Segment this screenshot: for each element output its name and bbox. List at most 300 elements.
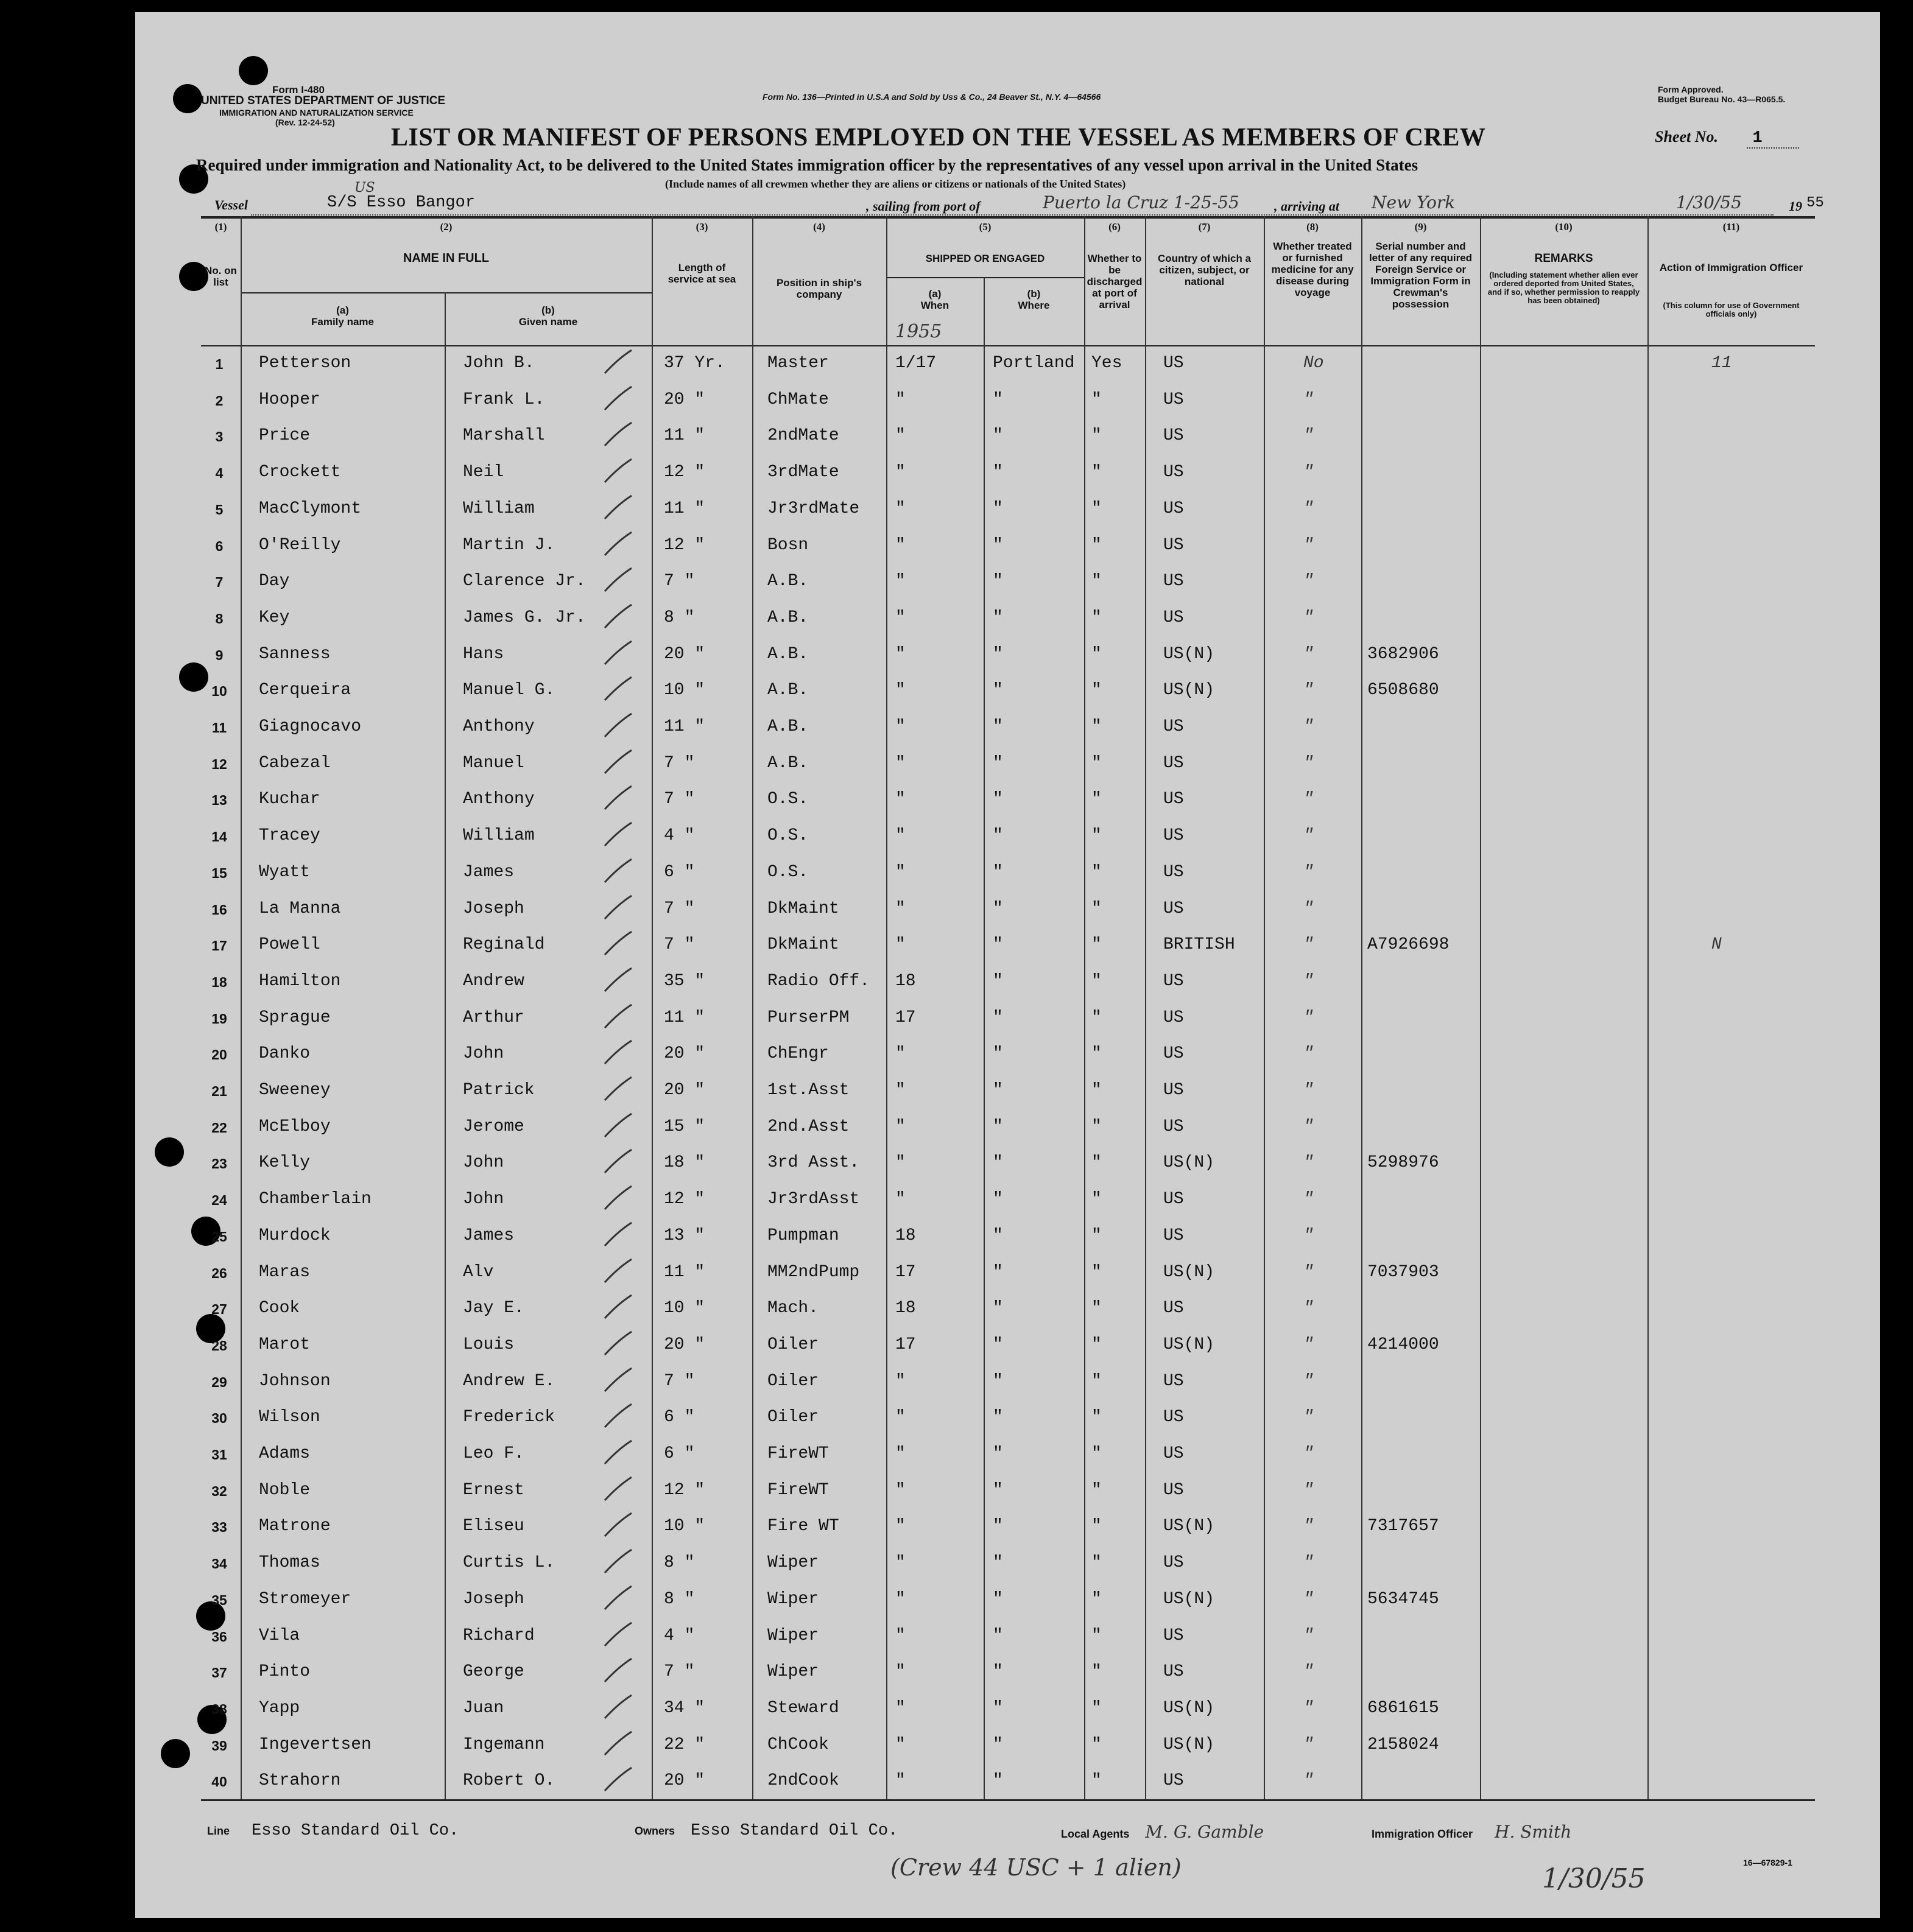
shipped-where: "	[993, 1517, 1003, 1536]
position: PurserPM	[767, 1008, 850, 1027]
officer-value: H. Smith	[1495, 1822, 1572, 1842]
family-name: La Manna	[259, 899, 341, 918]
given-name: Curtis L.	[463, 1553, 555, 1573]
service-length: 7 "	[664, 1662, 695, 1682]
discharge: "	[1091, 1698, 1102, 1718]
check-mark-icon	[600, 819, 636, 849]
row-number: 32	[211, 1483, 227, 1499]
shipped-when: "	[895, 1480, 906, 1500]
country: US	[1163, 826, 1184, 846]
country: US	[1163, 790, 1184, 809]
treated: "	[1303, 1335, 1314, 1354]
family-name: McElboy	[259, 1117, 331, 1136]
agents-value: M. G. Gamble	[1145, 1822, 1264, 1842]
table-row	[201, 709, 1815, 745]
shipped-when: "	[895, 862, 906, 882]
shipped-when: "	[895, 1190, 906, 1209]
footer-line	[207, 1822, 459, 1840]
table-row	[201, 1690, 1815, 1727]
family-name: Cook	[259, 1299, 300, 1318]
service-length: 20 "	[664, 1771, 705, 1791]
family-name: Stromeyer	[259, 1589, 351, 1609]
family-name: Hamilton	[259, 971, 341, 991]
discharge: "	[1091, 1480, 1102, 1500]
shipped-where: "	[993, 426, 1003, 446]
given-name: John	[463, 1190, 504, 1209]
shipped-when: "	[895, 1408, 906, 1427]
given-name: Robert O.	[463, 1771, 555, 1791]
service-length: 10 "	[664, 681, 705, 700]
check-mark-icon	[600, 1619, 636, 1649]
check-mark-icon	[600, 1256, 636, 1286]
given-name: Ingemann	[463, 1735, 545, 1754]
treated: "	[1303, 608, 1314, 627]
sheet-label: Sheet No.	[1655, 128, 1718, 146]
check-mark-icon	[600, 1437, 636, 1467]
given-name: Frederick	[463, 1408, 555, 1427]
shipped-when: "	[895, 1626, 906, 1645]
discharge: "	[1091, 426, 1102, 446]
shipped-when: 17	[895, 1262, 916, 1282]
table-row	[201, 563, 1815, 600]
treated: No	[1303, 354, 1324, 373]
service-length: 6 "	[664, 1408, 695, 1427]
treated: "	[1303, 1153, 1314, 1173]
country: US	[1163, 1480, 1184, 1500]
discharge: "	[1091, 935, 1102, 955]
family-name: Crockett	[259, 463, 341, 482]
position: 2ndMate	[767, 426, 839, 446]
service-length: 20 "	[664, 390, 705, 409]
punch-hole	[239, 56, 268, 85]
agents-label: Local Agents	[1061, 1828, 1130, 1840]
discharge: "	[1091, 390, 1102, 409]
check-mark-icon	[600, 1365, 636, 1395]
position: Jr3rdMate	[767, 499, 860, 518]
crew-note: (Crew 44 USC + 1 alien)	[890, 1854, 1182, 1881]
shipped-where: Portland	[993, 354, 1075, 373]
table-row	[201, 1072, 1815, 1109]
shipped-where: "	[993, 1553, 1003, 1573]
treated: "	[1303, 717, 1314, 736]
row-number: 30	[211, 1410, 227, 1427]
arriving-port: New York	[1372, 192, 1456, 213]
serial-number: 6861615	[1367, 1698, 1439, 1718]
col-header-treated: Whether treated or furnished medicine for any disease during voyage	[1271, 241, 1354, 298]
col-num-4: (4)	[813, 221, 825, 233]
shipped-when: "	[895, 1771, 906, 1791]
shipped-when: "	[895, 717, 906, 736]
shipped-where: "	[993, 1444, 1003, 1463]
manifest-sheet	[135, 12, 1880, 1918]
row-number: 29	[211, 1374, 227, 1390]
check-mark-icon	[600, 1546, 636, 1576]
shipped-where: "	[993, 1589, 1003, 1609]
check-mark-icon	[600, 1509, 636, 1540]
discharge: "	[1091, 1044, 1102, 1064]
service-length: 6 "	[664, 1444, 695, 1463]
given-name: Anthony	[463, 717, 535, 736]
col-num-3: (3)	[696, 221, 708, 233]
table-row	[201, 963, 1815, 1000]
shipped-where: "	[993, 935, 1003, 955]
position: 3rdMate	[767, 463, 839, 482]
discharge: "	[1091, 1299, 1102, 1318]
country: US	[1163, 1299, 1184, 1318]
discharge: "	[1091, 1735, 1102, 1754]
country: US	[1163, 463, 1184, 482]
shipped-when: "	[895, 535, 906, 555]
family-name: Chamberlain	[259, 1190, 372, 1209]
row-number: 17	[211, 938, 227, 954]
row-number: 11	[211, 720, 227, 736]
country: US	[1163, 1662, 1184, 1682]
country: US	[1163, 899, 1184, 918]
position: Fire WT	[767, 1517, 839, 1536]
given-name: Frank L.	[463, 390, 545, 409]
shipped-where: "	[993, 1698, 1003, 1718]
col-header-no: No. on list	[205, 265, 237, 288]
shipped-where: "	[993, 1117, 1003, 1136]
treated: "	[1303, 1771, 1314, 1791]
shipped-when: "	[895, 1589, 906, 1609]
table-row	[201, 382, 1815, 418]
country: US	[1163, 572, 1184, 591]
table-row	[201, 1000, 1815, 1036]
treated: "	[1303, 426, 1314, 446]
position: A.B.	[767, 717, 809, 736]
shipped-where: "	[993, 753, 1003, 773]
shipped-when: "	[895, 572, 906, 591]
check-mark-icon	[600, 1400, 636, 1431]
officer-date: 1/30/55	[1542, 1863, 1646, 1894]
shipped-when: "	[895, 935, 906, 955]
shipped-when: 1/17	[895, 354, 937, 373]
shipped-where: "	[993, 899, 1003, 918]
country: US	[1163, 499, 1184, 518]
discharge: "	[1091, 1444, 1102, 1463]
family-name: Marot	[259, 1335, 311, 1354]
table-row	[201, 1327, 1815, 1363]
family-name: Kelly	[259, 1153, 311, 1173]
table-row	[201, 1036, 1815, 1072]
shipped-where: "	[993, 535, 1003, 555]
check-mark-icon	[600, 1073, 636, 1104]
punch-hole	[155, 1137, 184, 1167]
col-num-1: (1)	[214, 221, 227, 233]
table-row	[201, 1727, 1815, 1763]
position: Jr3rdAsst	[767, 1190, 860, 1209]
punch-hole	[173, 84, 202, 113]
treated: "	[1303, 644, 1314, 664]
discharge: "	[1091, 1553, 1102, 1573]
shipped-when: "	[895, 463, 906, 482]
row-number: 1	[215, 356, 224, 372]
table-row	[201, 600, 1815, 636]
country: US	[1163, 535, 1184, 555]
given-name: Clarence Jr.	[463, 572, 586, 591]
form-number: Form I-480	[272, 84, 325, 96]
check-mark-icon	[600, 710, 636, 740]
check-mark-icon	[600, 1037, 636, 1067]
given-name: William	[463, 826, 535, 846]
family-name: O'Reilly	[259, 535, 341, 555]
check-mark-icon	[600, 455, 636, 486]
treated: "	[1303, 1408, 1314, 1427]
discharge: "	[1091, 1081, 1102, 1100]
col-header-when: (a) When	[920, 288, 949, 311]
row-number: 25	[211, 1228, 227, 1245]
check-mark-icon	[600, 1291, 636, 1322]
given-name: Joseph	[463, 899, 524, 918]
shipped-where: "	[993, 717, 1003, 736]
treated: "	[1303, 1262, 1314, 1282]
shipped-where: "	[993, 1081, 1003, 1100]
service-length: 12 "	[664, 535, 705, 555]
check-mark-icon	[600, 1146, 636, 1176]
col-header-family: (a) Family name	[311, 304, 374, 328]
service-length: 7 "	[664, 899, 695, 918]
row-number: 26	[211, 1265, 227, 1281]
shipped-where: "	[993, 1626, 1003, 1645]
page-title: LIST OR MANIFEST OF PERSONS EMPLOYED ON THE VESSEL AS MEMBERS OF CREW	[391, 124, 1486, 152]
service-length: 12 "	[664, 1190, 705, 1209]
shipped-when: 18	[895, 971, 916, 991]
shipped-where: "	[993, 1226, 1003, 1245]
shipped-when: "	[895, 1517, 906, 1536]
family-name: Tracey	[259, 826, 320, 846]
shipped-where: "	[993, 1335, 1003, 1354]
row-number: 5	[215, 501, 224, 518]
position: O.S.	[767, 790, 809, 809]
col-num-5: (5)	[979, 221, 992, 233]
service-length: 7 "	[664, 753, 695, 773]
table-row	[201, 745, 1815, 782]
footer-officer	[1372, 1822, 1571, 1842]
table-row	[201, 1581, 1815, 1618]
table-row	[201, 1290, 1815, 1327]
crew-table	[201, 216, 1815, 1808]
shipped-when: "	[895, 499, 906, 518]
given-name: Reginald	[463, 935, 545, 955]
country: US	[1163, 1626, 1184, 1645]
shipped-where: "	[993, 1408, 1003, 1427]
shipped-when: "	[895, 644, 906, 664]
position: Wiper	[767, 1589, 819, 1609]
form-approved: Form Approved.	[1658, 85, 1724, 94]
position: FireWT	[767, 1444, 829, 1463]
country: US(N)	[1163, 644, 1215, 664]
col-header-remarks: REMARKS	[1534, 252, 1593, 265]
check-mark-icon	[600, 1328, 636, 1358]
shipped-when: "	[895, 1081, 906, 1100]
row-number: 4	[215, 465, 224, 482]
printer-note: Form No. 136—Printed in U.S.A and Sold by Uss & Co., 24 Beaver St., N.Y. 4—64566	[763, 92, 1101, 102]
table-row	[201, 1618, 1815, 1654]
check-mark-icon	[600, 673, 636, 704]
given-name: Eliseu	[463, 1517, 524, 1536]
table-row	[201, 891, 1815, 927]
shipped-where: "	[993, 1262, 1003, 1282]
family-name: Kuchar	[259, 790, 320, 809]
service-length: 8 "	[664, 608, 695, 627]
discharge: "	[1091, 1226, 1102, 1245]
position: A.B.	[767, 644, 809, 664]
country: US(N)	[1163, 1153, 1215, 1173]
treated: "	[1303, 1480, 1314, 1500]
country: BRITISH	[1163, 935, 1235, 955]
country: US(N)	[1163, 1589, 1215, 1609]
serial-number: 6508680	[1367, 681, 1439, 700]
shipped-when: "	[895, 899, 906, 918]
row-number: 19	[211, 1010, 227, 1027]
service-length: 7 "	[664, 572, 695, 591]
service-length: 12 "	[664, 463, 705, 482]
shipped-where: "	[993, 1299, 1003, 1318]
position: 2nd.Asst	[767, 1117, 850, 1136]
treated: "	[1303, 681, 1314, 700]
table-row	[201, 1363, 1815, 1400]
check-mark-icon	[600, 1728, 636, 1758]
given-name: Andrew	[463, 971, 524, 991]
table-row	[201, 818, 1815, 854]
vessel-note: US	[354, 180, 375, 195]
position: DkMaint	[767, 935, 839, 955]
shipped-where: "	[993, 644, 1003, 664]
owners-value: Esso Standard Oil Co.	[691, 1822, 898, 1840]
position: O.S.	[767, 826, 809, 846]
treated: "	[1303, 535, 1314, 555]
given-name: William	[463, 499, 535, 518]
shipped-where: "	[993, 790, 1003, 809]
shipped-when: "	[895, 790, 906, 809]
family-name: MacClymont	[259, 499, 362, 518]
country: US(N)	[1163, 1698, 1215, 1718]
footer-owners	[635, 1822, 898, 1840]
subtitle: Required under immigration and Nationality Act, to be delivered to the United States immigration officer by the representatives of any vessel upon arrival in the United States	[196, 156, 1418, 174]
family-name: Maras	[259, 1262, 311, 1282]
family-name: Yapp	[259, 1698, 300, 1718]
position: A.B.	[767, 681, 809, 700]
country: US	[1163, 1408, 1184, 1427]
given-name: Hans	[463, 644, 504, 664]
discharge: "	[1091, 1517, 1102, 1536]
row-number: 12	[211, 756, 227, 772]
table-row	[201, 1109, 1815, 1145]
year-label: 19	[1789, 198, 1802, 214]
position: 1st.Asst	[767, 1081, 850, 1100]
check-mark-icon	[600, 1764, 636, 1794]
family-name: Sweeney	[259, 1081, 331, 1100]
service-length: 7 "	[664, 935, 695, 955]
given-name: Richard	[463, 1626, 535, 1645]
country: US	[1163, 1771, 1184, 1791]
revision: (Rev. 12-24-52)	[275, 118, 335, 127]
sheet-number	[1655, 128, 1799, 147]
shipped-when: "	[895, 1044, 906, 1064]
shipped-year: 1955	[895, 321, 942, 342]
row-number: 14	[211, 829, 227, 845]
sheet-value: 1	[1747, 129, 1799, 149]
given-name: John B.	[463, 354, 535, 373]
position: Oiler	[767, 1408, 819, 1427]
position: Wiper	[767, 1553, 819, 1573]
col-header-action: Action of Immigration Officer	[1659, 262, 1803, 273]
service-length: 4 "	[664, 1626, 695, 1645]
service-length: 11 "	[664, 717, 705, 736]
discharge: "	[1091, 572, 1102, 591]
row-number: 15	[211, 865, 227, 881]
country: US	[1163, 753, 1184, 773]
country: US(N)	[1163, 1735, 1215, 1754]
officer-label: Immigration Officer	[1372, 1828, 1473, 1840]
given-name: Joseph	[463, 1589, 524, 1609]
treated: "	[1303, 1117, 1314, 1136]
shipped-when: "	[895, 681, 906, 700]
discharge: "	[1091, 1335, 1102, 1354]
country: US	[1163, 1117, 1184, 1136]
treated: "	[1303, 1735, 1314, 1754]
family-name: Key	[259, 608, 290, 627]
given-name: George	[463, 1662, 524, 1682]
position: A.B.	[767, 572, 809, 591]
shipped-when: 18	[895, 1226, 916, 1245]
discharge: "	[1091, 1662, 1102, 1682]
treated: "	[1303, 390, 1314, 409]
position: Wiper	[767, 1662, 819, 1682]
check-mark-icon	[600, 746, 636, 777]
treated: "	[1303, 1190, 1314, 1209]
service-length: 7 "	[664, 790, 695, 809]
treated: "	[1303, 1626, 1314, 1645]
vessel-label: Vessel	[214, 197, 248, 213]
check-mark-icon	[600, 346, 636, 377]
discharge: "	[1091, 790, 1102, 809]
officer-action: N	[1711, 935, 1722, 955]
serial-number: 5298976	[1367, 1153, 1439, 1173]
family-name: Sprague	[259, 1008, 331, 1027]
shipped-where: "	[993, 681, 1003, 700]
service-length: 10 "	[664, 1299, 705, 1318]
shipped-where: "	[993, 862, 1003, 882]
treated: "	[1303, 971, 1314, 991]
treated: "	[1303, 1081, 1314, 1100]
treated: "	[1303, 899, 1314, 918]
given-name: James	[463, 1226, 515, 1245]
treated: "	[1303, 1662, 1314, 1682]
budget-bureau: Budget Bureau No. 43—R065.5.	[1658, 94, 1786, 104]
position: DkMaint	[767, 899, 839, 918]
shipped-when: "	[895, 826, 906, 846]
treated: "	[1303, 1517, 1314, 1536]
col-header-country: Country of which a citizen, subject, or national	[1158, 253, 1251, 287]
shipped-when: "	[895, 608, 906, 627]
shipped-when: "	[895, 1698, 906, 1718]
country: US(N)	[1163, 1335, 1215, 1354]
table-row	[201, 454, 1815, 491]
check-mark-icon	[600, 529, 636, 559]
given-name: Martin J.	[463, 535, 555, 555]
country: US	[1163, 1008, 1184, 1027]
check-mark-icon	[600, 638, 636, 668]
position: 2ndCook	[767, 1771, 839, 1791]
shipped-where: "	[993, 1008, 1003, 1027]
discharge: "	[1091, 826, 1102, 846]
family-name: Giagnocavo	[259, 717, 362, 736]
service-length: 8 "	[664, 1553, 695, 1573]
position: Radio Off.	[767, 971, 870, 991]
row-number: 2	[215, 392, 224, 409]
